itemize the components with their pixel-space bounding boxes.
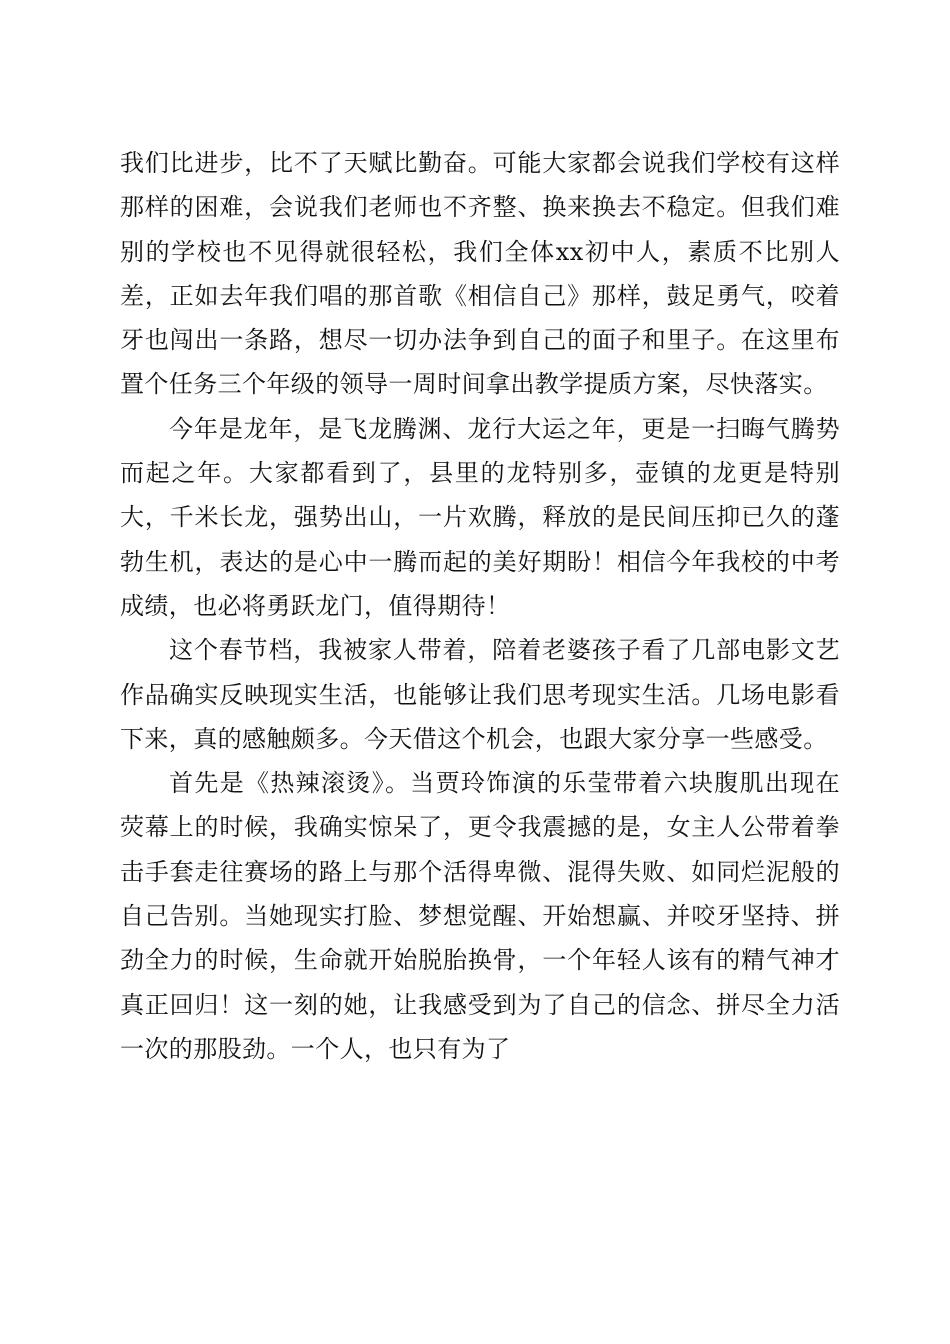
- paragraph-continuation: 我们比进步，比不了天赋比勤奋。可能大家都会说我们学校有这样那样的困难，会说我们老师也不齐整、换来换去不稳定。但我们难别的学校也不见得就很轻松，我们全体xx初中人，素质不比别人差，正如去年我们唱的那首歌《相信自己》那样，鼓足勇气，咬着牙也闯出一条路，想尽一切办法争到自己的面子和里子。在这里布置个任务三个年级的领导一周时间拿出教学提质方案，尽快落实。: [120, 149, 840, 399]
- paragraph-spring-festival-films: 这个春节档，我被家人带着，陪着老婆孩子看了几部电影文艺作品确实反映现实生活，也能够让我们思考现实生活。几场电影看下来，真的感触颇多。今天借这个机会，也跟大家分享一些感受。: [120, 636, 840, 753]
- body-text: [120, 141, 840, 1071]
- paragraph-hot-spicy-film: 首先是《热辣滚烫》。当贾玲饰演的乐莹带着六块腹肌出现在荧幕上的时候，我确实惊呆了，更令我震撼的是，女主人公带着拳击手套走往赛场的路上与那个活得卑微、混得失败、如同烂泥般的自己告别。当她现实打脸、梦想觉醒、开始想赢、并咬牙坚持、拼劲全力的时候，生命就开始脱胎换骨，一个年轻人该有的精气神才真正回归！这一刻的她，让我感受到为了自己的信念、拼尽全力活一次的那股劲。一个人，也只有为了: [120, 769, 840, 1063]
- paragraph-dragon-year: 今年是龙年，是飞龙腾渊、龙行大运之年，更是一扫晦气腾势而起之年。大家都看到了，县里的龙特别多，壶镇的龙更是特别大，千米长龙，强势出山，一片欢腾，释放的是民间压抑已久的蓬勃生机，表达的是心中一腾而起的美好期盼！相信今年我校的中考成绩，也必将勇跃龙门，值得期待！: [120, 414, 840, 620]
